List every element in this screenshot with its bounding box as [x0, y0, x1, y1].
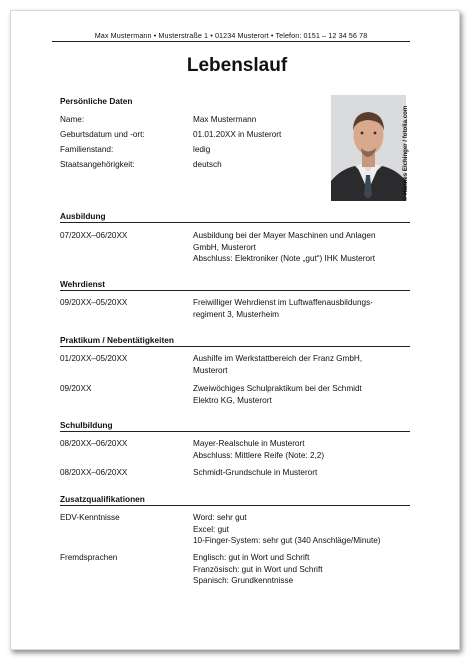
entry-line: Französisch: gut in Wort und Schrift	[193, 564, 323, 574]
personal-value-nationality: deutsch	[193, 160, 222, 169]
header-divider	[52, 41, 410, 42]
entry-line: Mayer-Realschule in Musterort	[193, 439, 305, 448]
section-divider	[60, 431, 410, 432]
section-heading-personal: Persönliche Daten	[60, 96, 133, 106]
personal-label-birth: Geburtsdatum und -ort:	[60, 130, 145, 139]
entry-date: 01/20XX–05/20XX	[60, 354, 128, 363]
entry-line: Schmidt-Grundschule in Musterort	[193, 468, 318, 477]
entry-line: Aushilfe im Werkstattbereich der Franz GmbH,	[193, 354, 363, 363]
entry-date: 07/20XX–06/20XX	[60, 231, 128, 240]
entry-description	[193, 383, 362, 406]
entry-date: 09/20XX–05/20XX	[60, 298, 128, 307]
portrait-image	[331, 95, 406, 201]
section-heading-school: Schulbildung	[60, 420, 113, 430]
personal-value-birth: 01.01.20XX in Musterort	[193, 130, 282, 139]
entry-line: Spanisch: Grundkenntnisse	[193, 576, 294, 585]
entry-line: 10-Finger-System: sehr gut (340 Anschläge/Minute)	[193, 536, 381, 545]
entry-description	[193, 512, 381, 547]
personal-value-status: ledig	[193, 145, 211, 154]
contact-line: Max Mustermann • Musterstraße 1 • 01234 Musterort • Telefon: 0151 – 12 34 56 78	[94, 31, 368, 40]
entry-line: GmbH, Musterort	[193, 242, 256, 252]
entry-line: Excel: gut	[193, 524, 229, 534]
entry-label: EDV-Kenntnisse	[60, 513, 120, 522]
photo-credit: © Hannes Eichinger / fotolia.com	[402, 105, 409, 201]
personal-label-name: Name:	[60, 115, 85, 124]
section-divider	[60, 222, 410, 223]
entry-line: Ausbildung bei der Mayer Maschinen und Anlagen	[193, 231, 376, 240]
section-heading-military: Wehrdienst	[60, 279, 106, 289]
entry-date: 09/20XX	[60, 384, 92, 393]
entry-description	[193, 438, 324, 461]
entry-description	[193, 297, 373, 320]
entry-line: Freiwilliger Wehrdienst im Luftwaffenausbildungs-	[193, 298, 373, 307]
personal-value-name: Max Mustermann	[193, 115, 257, 124]
personal-label-nationality: Staatsangehörigkeit:	[60, 160, 135, 169]
section-divider	[60, 290, 410, 291]
entry-line: Abschluss: Elektroniker (Note „gut“) IHK Musterort	[193, 254, 375, 263]
section-heading-internships: Praktikum / Nebentätigkeiten	[60, 335, 174, 345]
entry-date: 08/20XX–06/20XX	[60, 468, 128, 477]
personal-label-status: Familienstand:	[60, 145, 114, 154]
entry-line: Elektro KG, Musterort	[193, 395, 272, 405]
entry-line: Zweiwöchiges Schulpraktikum bei der Schmidt	[193, 384, 362, 393]
applicant-photo	[331, 95, 406, 201]
entry-date: 08/20XX–06/20XX	[60, 439, 128, 448]
section-heading-qualifications: Zusatzqualifikationen	[60, 494, 145, 504]
entry-description	[193, 552, 323, 587]
page-title: Lebenslauf	[186, 55, 288, 76]
entry-line: Word: sehr gut	[193, 513, 247, 522]
entry-description	[193, 353, 362, 376]
entry-line: Musterort	[193, 365, 228, 375]
entry-line: regiment 3, Musterheim	[193, 309, 280, 319]
section-heading-education: Ausbildung	[60, 211, 106, 221]
entry-line: Englisch: gut in Wort und Schrift	[193, 553, 310, 562]
entry-description	[193, 230, 376, 265]
section-divider	[60, 346, 410, 347]
entry-label: Fremdsprachen	[60, 553, 118, 562]
section-divider	[60, 505, 410, 506]
entry-description	[193, 467, 317, 479]
entry-line: Abschluss: Mittlere Reife (Note: 2,2)	[193, 450, 325, 460]
